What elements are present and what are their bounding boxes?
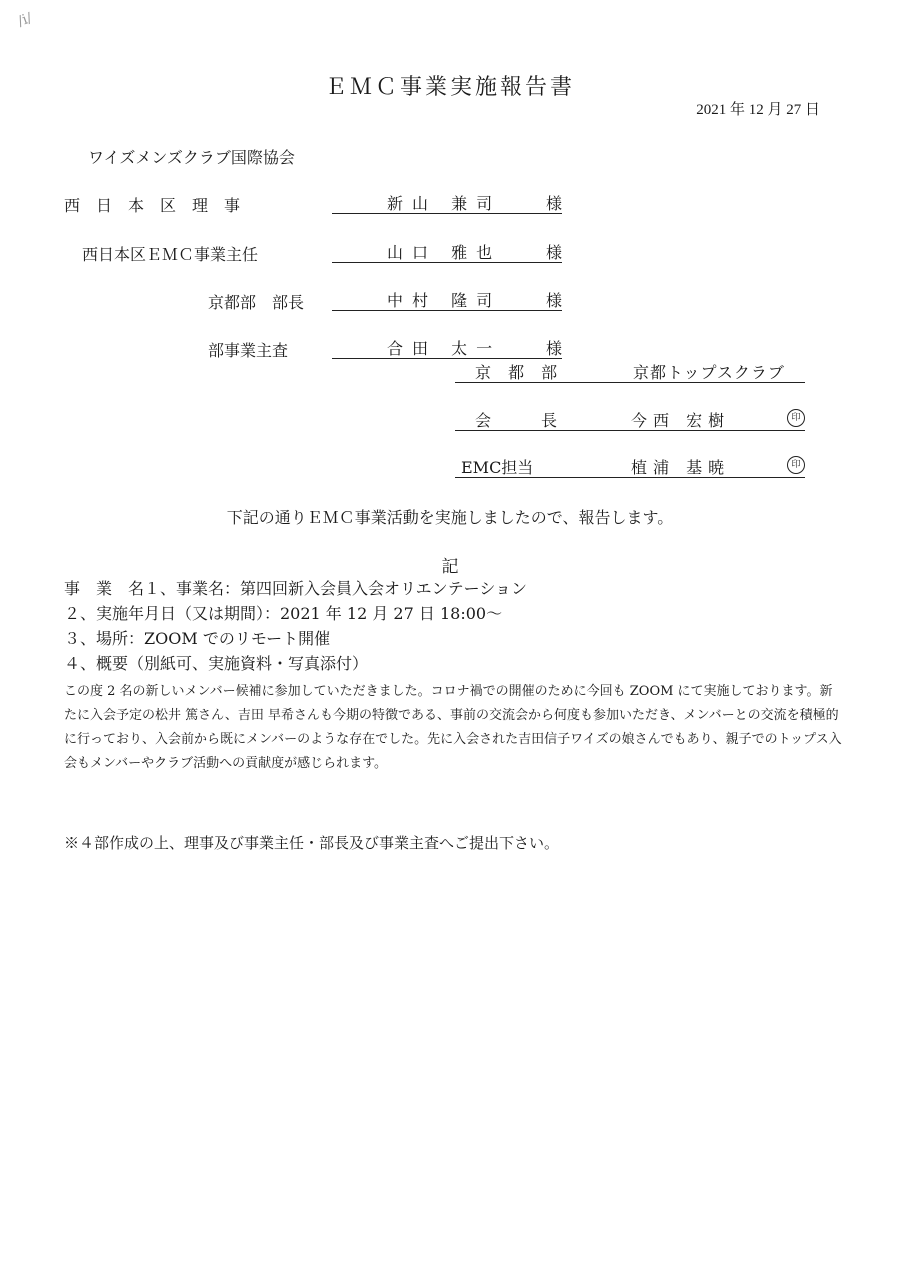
addressee-line-division-officer <box>332 336 562 359</box>
sender-division-line <box>455 360 805 383</box>
item-date: ２、実施年月日（又は期間）：2021 年 12 月 27 日 18:00～ <box>64 604 503 623</box>
sender-emc-name: 植浦 基暁 <box>631 458 731 477</box>
item-overview: ４、概要（別紙可、実施資料・写真添付） <box>64 654 369 673</box>
honorific: 様 <box>545 194 562 213</box>
honorific: 様 <box>545 339 562 358</box>
report-date: 2021 年 12 月 27 日 <box>696 102 820 118</box>
honorific: 様 <box>545 243 562 262</box>
addressee-line-director <box>332 191 562 214</box>
intro-text: 下記の通りＥＭＣ事業活動を実施しましたので、報告します。 <box>226 508 674 527</box>
addressee-name-emc-chief: 山口 雅也 <box>387 243 502 262</box>
addressee-label-emc-chief: 西日本区ＥＭＣ事業主任 <box>82 245 259 264</box>
addressee-name-director: 新山 兼司 <box>387 194 502 213</box>
seal-icon: 印 <box>787 409 805 427</box>
addressee-label-division-officer: 部事業主査 <box>208 341 289 360</box>
addressee-name-division-head: 中村 隆司 <box>387 291 502 310</box>
stray-mark: /i/ <box>15 10 35 30</box>
sender-president-name: 今西 宏樹 <box>631 411 731 430</box>
addressee-label-division-head: 京都部 部長 <box>208 293 305 312</box>
sender-division-label: 京 都 部 <box>475 363 564 382</box>
addressee-line-division-head <box>332 288 562 311</box>
document-title: ＥＭＣ事業実施報告書 <box>324 75 575 100</box>
honorific: 様 <box>545 291 562 310</box>
sender-emc-line <box>455 455 805 478</box>
sender-club-name: 京都トップスクラブ <box>633 363 785 382</box>
addressee-line-emc-chief <box>332 240 562 263</box>
seal-icon: 印 <box>787 456 805 474</box>
item-location: ３、場所：ZOOM でのリモート開催 <box>64 629 331 648</box>
sender-president-line <box>455 408 805 431</box>
organization-name: ワイズメンズクラブ国際協会 <box>88 148 295 167</box>
addressee-name-division-officer: 合田 太一 <box>387 339 502 358</box>
sender-emc-label: EMC担当 <box>461 458 534 477</box>
summary-paragraph: この度 2 名の新しいメンバー候補に参加していただきました。コロナ禍での開催のために今回も ZOOM にて実施しております。新たに入会予定の松井 篤さん、吉田 早希さんも今期の特徴である、事前の交流会から何度も参加いただき、メンバーとの交流を積極的に行っており、入会前から既にメンバーのような存在でした。先に入会された吉田信子ワイズの娘さんでもあり、親子でのトップス入会もメンバーやクラブ活動への貢献度が感じられます。 <box>64 684 842 771</box>
ki-heading: 記 <box>441 557 459 577</box>
item-event-name: 事 業 名１、事業名：第四回新入会員入会オリエンテーション <box>64 579 528 598</box>
addressee-label-director: 西 日 本 区 理 事 <box>64 196 241 215</box>
sender-president-label: 会 長 <box>475 411 564 430</box>
submission-note: ※４部作成の上、理事及び事業主任・部長及び事業主査へご提出下さい。 <box>64 834 560 852</box>
